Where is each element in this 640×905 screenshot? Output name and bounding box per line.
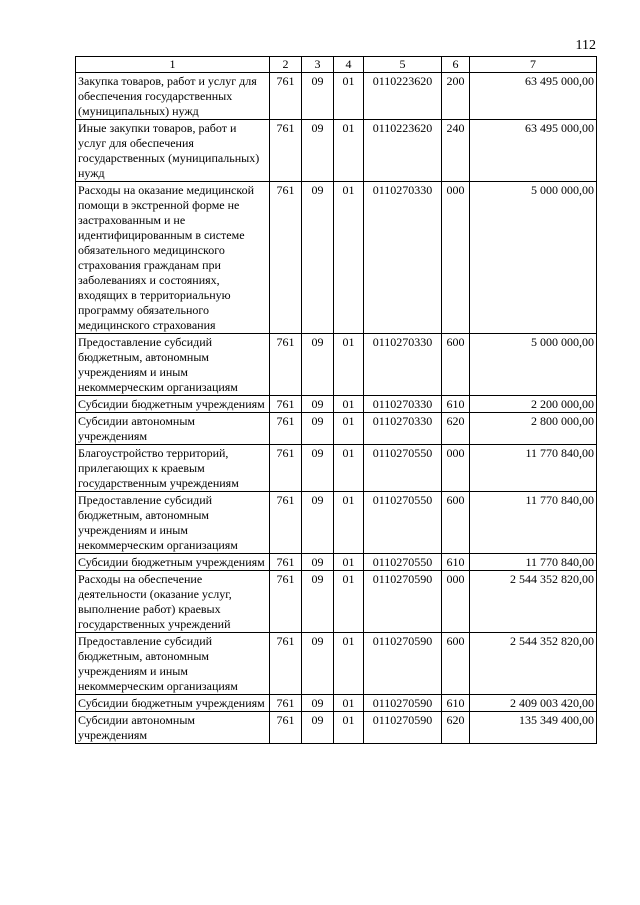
column-header: 1 bbox=[76, 57, 270, 73]
row-name-cell: Закупка товаров, работ и услуг для обеспечения государственных (муниципальных) нужд bbox=[76, 73, 270, 120]
column-header: 7 bbox=[470, 57, 597, 73]
row-code-cell: 0110270590 bbox=[364, 712, 442, 744]
budget-table bbox=[75, 56, 597, 744]
column-header: 2 bbox=[270, 57, 302, 73]
table-row bbox=[76, 120, 597, 182]
row-code-cell: 761 bbox=[270, 334, 302, 396]
row-code-cell: 09 bbox=[302, 413, 334, 445]
row-code-cell: 0110270330 bbox=[364, 182, 442, 334]
row-code-cell: 09 bbox=[302, 396, 334, 413]
row-code-cell: 761 bbox=[270, 182, 302, 334]
table-row bbox=[76, 633, 597, 695]
column-header: 6 bbox=[442, 57, 470, 73]
table-row bbox=[76, 492, 597, 554]
row-code-cell: 761 bbox=[270, 396, 302, 413]
row-amount-cell: 2 409 003 420,00 bbox=[470, 695, 597, 712]
row-name-cell: Субсидии бюджетным учреждениям bbox=[76, 396, 270, 413]
table-row bbox=[76, 695, 597, 712]
table-row bbox=[76, 554, 597, 571]
row-amount-cell: 63 495 000,00 bbox=[470, 120, 597, 182]
row-name-cell: Расходы на обеспечение деятельности (оказание услуг, выполнение работ) краевых государственных учреждений bbox=[76, 571, 270, 633]
row-code-cell: 01 bbox=[334, 334, 364, 396]
row-amount-cell: 2 544 352 820,00 bbox=[470, 633, 597, 695]
row-code-cell: 01 bbox=[334, 492, 364, 554]
row-code-cell: 600 bbox=[442, 633, 470, 695]
row-code-cell: 01 bbox=[334, 120, 364, 182]
table-body bbox=[76, 73, 597, 744]
row-code-cell: 09 bbox=[302, 633, 334, 695]
row-amount-cell: 5 000 000,00 bbox=[470, 182, 597, 334]
row-code-cell: 01 bbox=[334, 182, 364, 334]
row-code-cell: 0110270550 bbox=[364, 445, 442, 492]
table-row bbox=[76, 571, 597, 633]
row-name-cell: Предоставление субсидий бюджетным, автономным учреждениям и иным некоммерческим организациям bbox=[76, 334, 270, 396]
row-code-cell: 600 bbox=[442, 334, 470, 396]
row-amount-cell: 135 349 400,00 bbox=[470, 712, 597, 744]
row-code-cell: 09 bbox=[302, 554, 334, 571]
row-code-cell: 09 bbox=[302, 695, 334, 712]
table-row bbox=[76, 73, 597, 120]
row-code-cell: 01 bbox=[334, 445, 364, 492]
row-name-cell: Благоустройство территорий, прилегающих к краевым государственным учреждениям bbox=[76, 445, 270, 492]
row-code-cell: 620 bbox=[442, 712, 470, 744]
row-code-cell: 761 bbox=[270, 73, 302, 120]
row-code-cell: 0110270330 bbox=[364, 413, 442, 445]
column-header: 4 bbox=[334, 57, 364, 73]
page-number: 112 bbox=[575, 38, 596, 53]
row-name-cell: Субсидии автономным учреждениям bbox=[76, 712, 270, 744]
row-code-cell: 610 bbox=[442, 396, 470, 413]
row-code-cell: 610 bbox=[442, 695, 470, 712]
row-code-cell: 01 bbox=[334, 413, 364, 445]
row-code-cell: 0110270550 bbox=[364, 554, 442, 571]
row-code-cell: 761 bbox=[270, 445, 302, 492]
row-code-cell: 0110270550 bbox=[364, 492, 442, 554]
row-name-cell: Субсидии бюджетным учреждениям bbox=[76, 695, 270, 712]
row-name-cell: Субсидии бюджетным учреждениям bbox=[76, 554, 270, 571]
table-row bbox=[76, 413, 597, 445]
row-code-cell: 01 bbox=[334, 633, 364, 695]
row-code-cell: 09 bbox=[302, 334, 334, 396]
row-code-cell: 01 bbox=[334, 73, 364, 120]
table-row bbox=[76, 334, 597, 396]
row-code-cell: 09 bbox=[302, 492, 334, 554]
row-name-cell: Субсидии автономным учреждениям bbox=[76, 413, 270, 445]
row-code-cell: 0110270590 bbox=[364, 695, 442, 712]
row-amount-cell: 11 770 840,00 bbox=[470, 492, 597, 554]
row-code-cell: 01 bbox=[334, 571, 364, 633]
row-code-cell: 09 bbox=[302, 182, 334, 334]
row-code-cell: 01 bbox=[334, 712, 364, 744]
table-row bbox=[76, 182, 597, 334]
row-amount-cell: 5 000 000,00 bbox=[470, 334, 597, 396]
row-code-cell: 0110270590 bbox=[364, 633, 442, 695]
column-header: 3 bbox=[302, 57, 334, 73]
row-code-cell: 01 bbox=[334, 554, 364, 571]
row-code-cell: 09 bbox=[302, 120, 334, 182]
row-code-cell: 0110270330 bbox=[364, 334, 442, 396]
table-row bbox=[76, 712, 597, 744]
row-code-cell: 000 bbox=[442, 182, 470, 334]
row-amount-cell: 2 544 352 820,00 bbox=[470, 571, 597, 633]
row-code-cell: 000 bbox=[442, 571, 470, 633]
row-code-cell: 761 bbox=[270, 492, 302, 554]
table-row bbox=[76, 396, 597, 413]
row-code-cell: 0110223620 bbox=[364, 73, 442, 120]
column-header: 5 bbox=[364, 57, 442, 73]
row-code-cell: 761 bbox=[270, 413, 302, 445]
row-code-cell: 0110223620 bbox=[364, 120, 442, 182]
row-name-cell: Предоставление субсидий бюджетным, автономным учреждениям и иным некоммерческим организациям bbox=[76, 492, 270, 554]
row-amount-cell: 2 800 000,00 bbox=[470, 413, 597, 445]
row-code-cell: 761 bbox=[270, 120, 302, 182]
row-amount-cell: 11 770 840,00 bbox=[470, 445, 597, 492]
row-amount-cell: 63 495 000,00 bbox=[470, 73, 597, 120]
row-code-cell: 09 bbox=[302, 712, 334, 744]
row-code-cell: 0110270330 bbox=[364, 396, 442, 413]
table-row bbox=[76, 445, 597, 492]
row-code-cell: 01 bbox=[334, 695, 364, 712]
row-code-cell: 09 bbox=[302, 445, 334, 492]
row-amount-cell: 2 200 000,00 bbox=[470, 396, 597, 413]
row-code-cell: 761 bbox=[270, 571, 302, 633]
row-code-cell: 600 bbox=[442, 492, 470, 554]
row-code-cell: 01 bbox=[334, 396, 364, 413]
row-code-cell: 761 bbox=[270, 712, 302, 744]
row-code-cell: 610 bbox=[442, 554, 470, 571]
row-name-cell: Иные закупки товаров, работ и услуг для обеспечения государственных (муниципальных) нужд bbox=[76, 120, 270, 182]
row-code-cell: 761 bbox=[270, 554, 302, 571]
row-code-cell: 240 bbox=[442, 120, 470, 182]
row-code-cell: 761 bbox=[270, 695, 302, 712]
row-code-cell: 09 bbox=[302, 73, 334, 120]
row-code-cell: 620 bbox=[442, 413, 470, 445]
row-code-cell: 0110270590 bbox=[364, 571, 442, 633]
row-code-cell: 200 bbox=[442, 73, 470, 120]
row-amount-cell: 11 770 840,00 bbox=[470, 554, 597, 571]
header-row bbox=[76, 57, 597, 73]
row-code-cell: 09 bbox=[302, 571, 334, 633]
row-name-cell: Расходы на оказание медицинской помощи в экстренной форме не застрахованным и не идентифицированным в системе обязательного медицинского страхования гражданам при заболеваниях и состояниях, входящих в территориальную программу обязательного медицинского страхования bbox=[76, 182, 270, 334]
row-name-cell: Предоставление субсидий бюджетным, автономным учреждениям и иным некоммерческим организациям bbox=[76, 633, 270, 695]
row-code-cell: 000 bbox=[442, 445, 470, 492]
row-code-cell: 761 bbox=[270, 633, 302, 695]
